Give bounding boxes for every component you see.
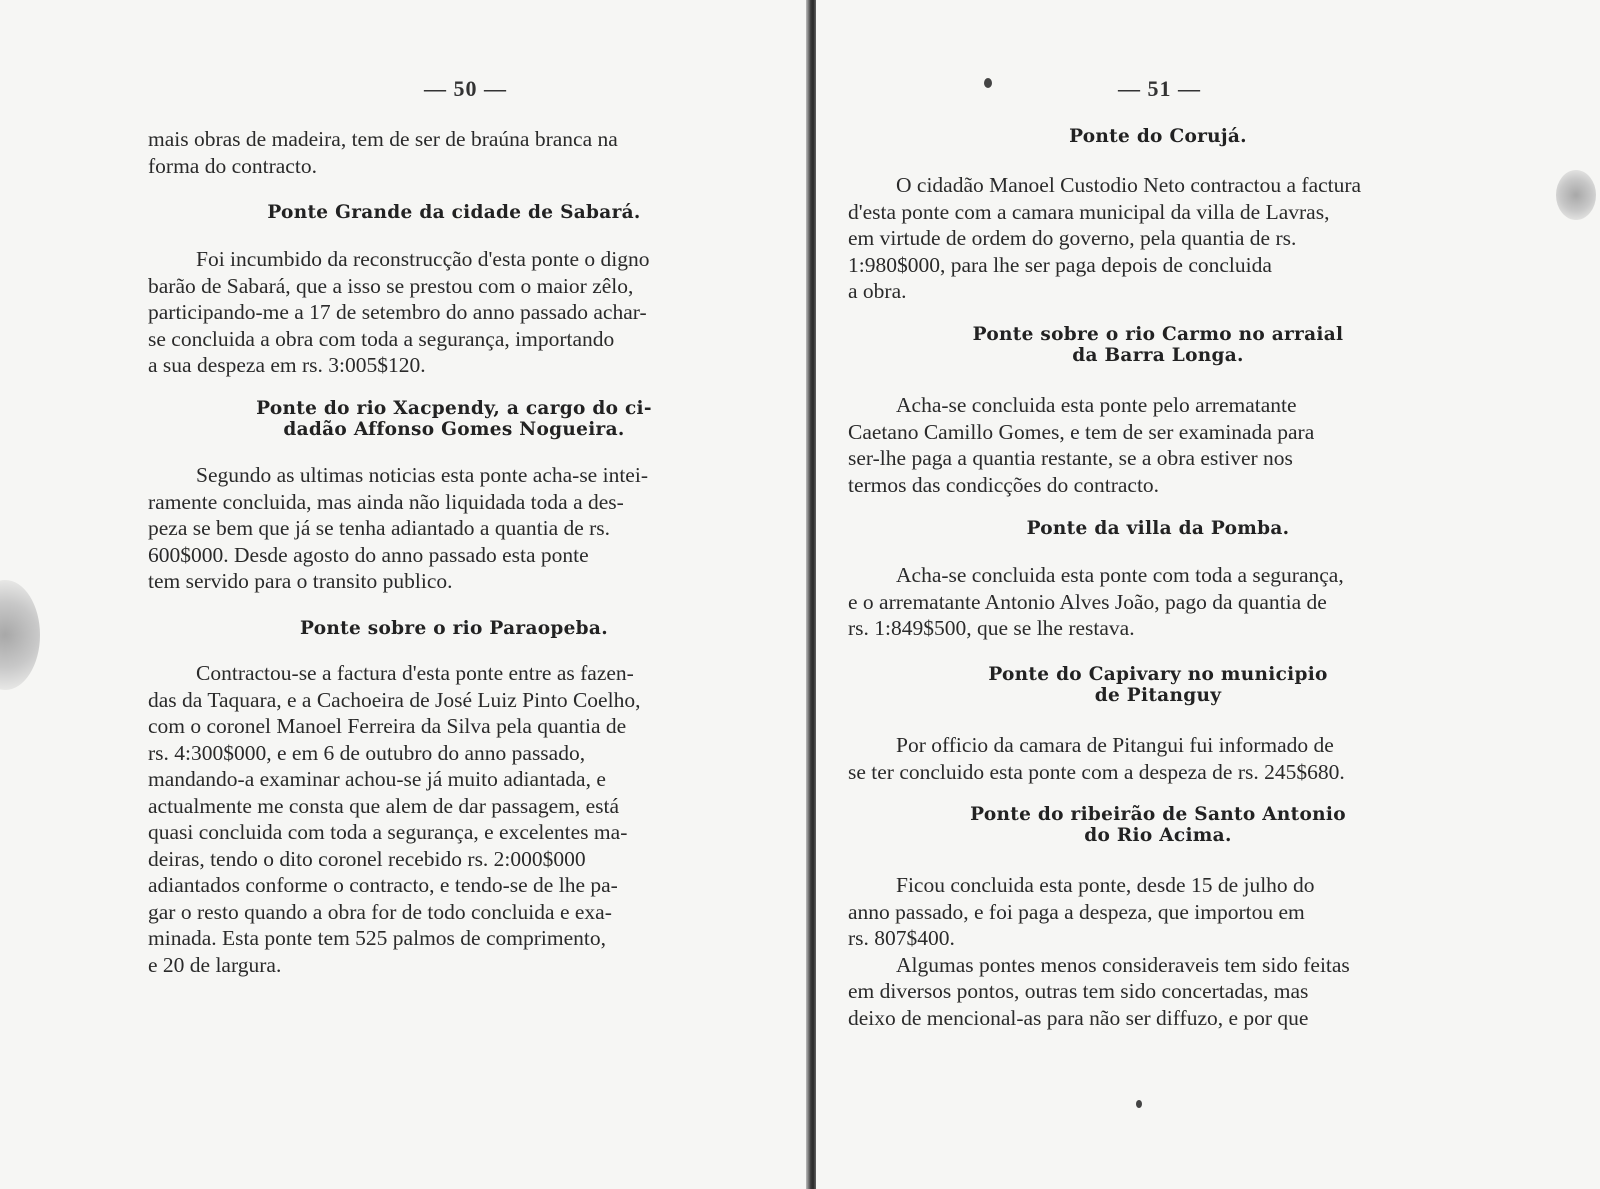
text-line: Segundo as ultimas noticias esta ponte acha-se intei- [196,463,648,487]
text-line: se concluida a obra com toda a segurança, importando [148,326,615,351]
section-body [848,172,1468,305]
right-page [816,0,1600,1189]
text-line: Acha-se concluida esta ponte com toda a segurança, [896,563,1344,587]
ink-spot [1136,1100,1142,1108]
text-line: das da Taquara, e a Cachoeira de José Luiz Pinto Coelho, [148,687,641,712]
text-line: gar o resto quando a obra for de todo concluida e exa- [148,899,612,924]
text-line: Caetano Camillo Gomes, e tem de ser examinada para [848,419,1315,444]
text-line: Acha-se concluida esta ponte pelo arrematante [896,393,1297,417]
paper-stain [1556,170,1596,220]
text-line: se ter concluido esta ponte com a despeza de rs. 245$680. [848,759,1345,784]
text-line: minada. Esta ponte tem 525 palmos de comprimento, [148,926,606,950]
section-heading: Ponte sobre o rio Carmo no arraial da Barra Longa. [972,324,1344,366]
text-line: peza se bem que já se tenha adiantado a quantia de rs. [148,516,611,540]
text-line: Por officio da camara de Pitangui fui informado de [896,733,1334,757]
text-line: actualmente me consta que alem de dar passagem, está [148,793,620,818]
text-line: termos das condicções do contracto. [848,472,1160,497]
text-line: mais obras de madeira, tem de ser de braúna branca na [148,127,618,151]
text-line: mandando-a examinar achou-se já muito adiantada, e [148,767,606,791]
text-line: rs. 807$400. [848,926,955,950]
section-body [148,246,760,379]
section-heading: Ponte do ribeirão de Santo Antonio do Rio Acima. [970,804,1346,846]
page-number: — 50 — [424,76,507,101]
text-line: em diversos pontos, outras tem sido concertadas, mas [848,979,1309,1003]
section-heading: Ponte do rio Xacpendy, a cargo do ci- dadão Affonso Gomes Nogueira. [256,398,652,440]
section-heading: Ponte sobre o rio Paraopeba. [300,618,608,639]
section-heading: Ponte do Corujá. [1069,126,1247,147]
text-line: O cidadão Manoel Custodio Neto contractou a factura [896,173,1362,197]
section-body [148,462,760,595]
text-line: ramente concluida, mas ainda não liquidada toda a des- [148,489,624,514]
text-line: adiantados conforme o contracto, e tendo-se de lhe pa- [148,873,618,897]
page-number: — 51 — [1118,76,1201,101]
text-line: e 20 de largura. [148,952,282,977]
text-line: deiras, tendo o dito coronel recebido rs. 2:000$000 [148,846,586,871]
section-body [148,660,760,978]
text-line: com o coronel Manoel Ferreira da Silva pela quantia de [148,714,627,738]
text-line: forma do contracto. [148,153,317,178]
section-heading: Ponte Grande da cidade de Sabará. [267,202,641,223]
text-line: a obra. [848,279,907,303]
text-line: barão de Sabará, que a isso se prestou com o maior zêlo, [148,273,634,298]
section-heading: Ponte do Capivary no municipio de Pitanguy [988,664,1328,706]
section-body [848,562,1468,642]
text-line: rs. 4:300$000, e em 6 de outubro do anno passado, [148,740,586,765]
text-line: Algumas pontes menos consideraveis tem sido feitas [896,952,1350,977]
text-line: Ficou concluida esta ponte, desde 15 de julho do [896,873,1315,897]
text-line: 1:980$000, para lhe ser paga depois de concluida [848,252,1272,277]
text-line: em virtude de ordem do governo, pela quantia de rs. [848,226,1297,250]
opening-paragraph [148,126,760,179]
text-line: a sua despeza em rs. 3:005$120. [148,353,426,377]
ink-spot [984,78,992,88]
text-line: d'esta ponte com a camara municipal da villa de Lavras, [848,199,1330,224]
text-line: anno passado, e foi paga a despeza, que importou em [848,899,1305,924]
text-line: Contractou-se a factura d'esta ponte entre as fazen- [196,661,634,685]
section-body [848,392,1468,498]
text-line: 600$000. Desde agosto do anno passado esta ponte [148,542,589,567]
text-line: deixo de mencional-as para não ser diffuzo, e por que [848,1005,1309,1030]
text-line: Foi incumbido da reconstrucção d'esta ponte o digno [196,247,650,271]
text-line: tem servido para o transito publico. [148,569,453,593]
section-heading: Ponte da villa da Pomba. [1026,518,1290,539]
text-line: e o arrematante Antonio Alves João, pago da quantia de [848,589,1327,614]
text-line: quasi concluida com toda a segurança, e excelentes ma- [148,820,628,844]
text-line: participando-me a 17 de setembro do anno passado achar- [148,300,647,324]
section-body [848,872,1468,1031]
section-body [848,732,1468,785]
text-line: ser-lhe paga a quantia restante, se a obra estiver nos [848,446,1293,470]
paper-stain [0,580,40,690]
text-line: rs. 1:849$500, que se lhe restava. [848,616,1135,640]
